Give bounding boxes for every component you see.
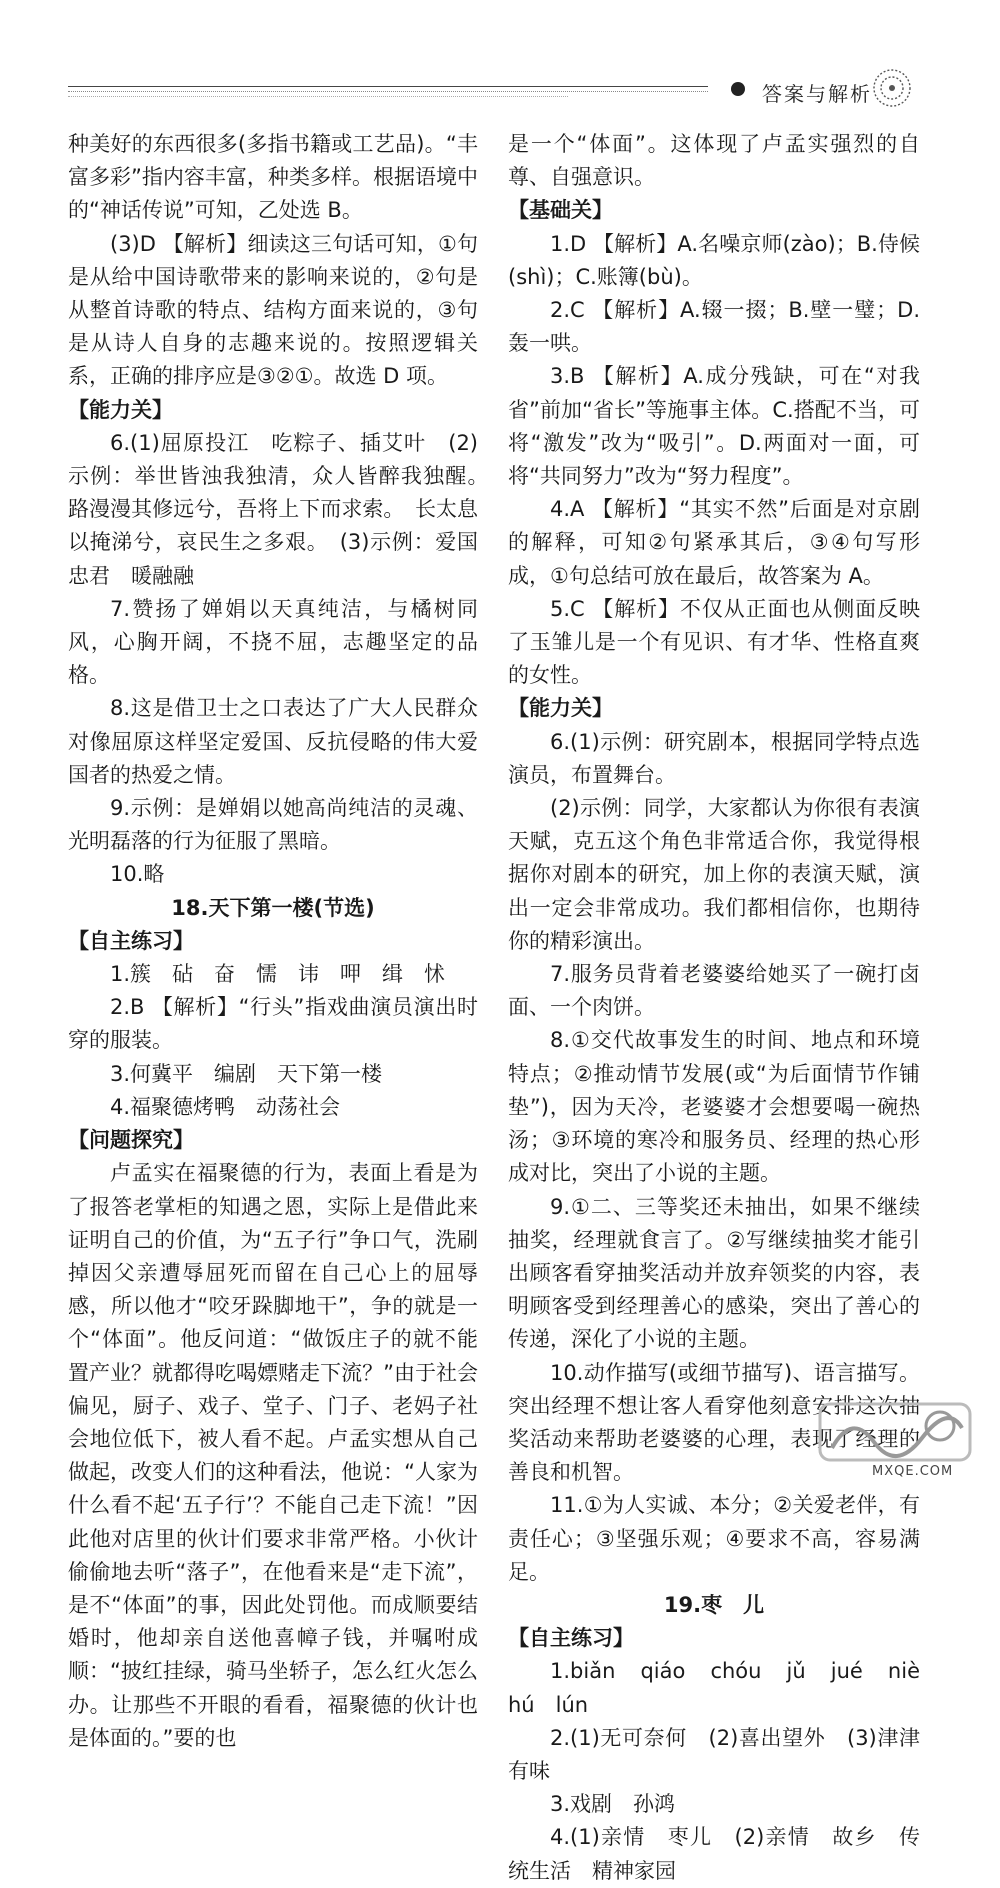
right-answer-paragraph: 2.C 【解析】A.辍一掇；B.壁一璧；D.轰一哄。 (508, 298, 920, 356)
left-answer-paragraph: 3.何冀平 编剧 天下第一楼 (110, 1061, 383, 1086)
right-answer-paragraph: 10.动作描写(或细节描写)、语言描写。突出经理不想让客人看穿他刻意安排这次抽奖活动来帮助老婆婆的心理，表现了经理的善良和机智。 (508, 1360, 920, 1485)
lesson-title: 19.枣 儿 (663, 1592, 765, 1617)
left-column (68, 128, 499, 1755)
section-heading: 【能力关】 (68, 397, 173, 422)
right-answer-paragraph: 1.biǎn qiáo chóu jǔ jué niè hú lún (508, 1659, 941, 1717)
left-answer-paragraph: 8.这是借卫士之口表达了广大人民群众对像屈原这样坚定爱国、反抗侵略的伟大爱国者的热爱之情。 (68, 696, 478, 787)
header-rule-dotted-short (68, 96, 568, 97)
header-rule-dotted (68, 91, 708, 92)
page-header (0, 0, 1000, 110)
section-heading: 【自主练习】 (68, 928, 194, 953)
right-answer-paragraph: 9.①二、三等奖还未抽出，如果不继续抽奖，经理就食言了。②写继续抽奖才能引出顾客看穿抽奖活动并放弃领奖的内容，表明顾客受到经理善心的感染，突出了善心的传递，深化了小说的主题。 (508, 1194, 920, 1352)
right-answer-paragraph: 1.D 【解析】A.名噪京师(zào)；B.侍候(shì)；C.账簿(bù)。 (508, 231, 920, 289)
left-answer-paragraph: 7.赞扬了婵娟以天真纯洁，与橘树同风，心胸开阔，不挠不屈，志趣坚定的品格。 (68, 596, 478, 688)
left-answer-paragraph: 卢孟实在福聚德的行为，表面上看是为了报答老掌柜的知遇之恩，实际上是借此来证明自己的价值，为“五子行”争口气，洗刷掉因父亲遭辱屈死而留在自己心上的屈辱感，所以他才“咬牙跺脚地干”，争的就是一个“体面”。他反问道：“做饭庄子的就不能置产业？就都得吃喝嫖赌走下流？”由于社会偏见，厨子、戏子、堂子、门子、老妈子社会地位低下，被人看不起。卢孟实想从自己做起，改变人们的这种看法，他说：“人家为什么看不起‘五子行’？不能自己走下流！”因此他对店里的伙计们要求非常严格。小伙计偷偷地去听“落子”，在他看来是“走下流”，是不“体面”的事，因此处罚他。而成顺要结婚时，他却亲自送他喜幛子钱，并嘱咐成顺：“披红挂绿，骑马坐轿子，怎么红火怎么办。让那些不开眼的看看，福聚德的伙计也是体面的。”要的也 (68, 1161, 478, 1750)
left-answer-paragraph: 4.福聚德烤鸭 动荡社会 (110, 1094, 341, 1119)
section-heading: 【自主练习】 (508, 1626, 634, 1651)
right-answer-paragraph: 4.(1)亲情 枣儿 (2)亲情 故乡 传统生活 精神家园 (508, 1825, 920, 1883)
right-answer-paragraph: 11.①为人实诚、本分；②关爱老伴，有责任心；③坚强乐观；④要求不高，容易满足。 (508, 1493, 920, 1584)
right-answer-paragraph: 8.①交代故事发生的时间、地点和环境特点；②推动情节发展(或“为后面情节作铺垫”)，因为天冷，老婆婆才会想要喝一碗热汤；③环境的寒冷和服务员、经理的热心形成对比，突出了小说的主题。 (508, 1028, 920, 1186)
header-rule (68, 86, 708, 87)
header-bullet-icon (731, 82, 745, 96)
header-ornament-icon (868, 66, 916, 110)
right-answer-paragraph: 3.B 【解析】A.成分残缺，可在“对我省”前加“省长”等施事主体。C.搭配不当，可将“激发”改为“吸引”。D.两面对一面，可将“共同努力”改为“努力程度”。 (508, 364, 920, 489)
left-continued-paragraph: 种美好的东西很多(多指书籍或工艺品)。“丰富多彩”指内容丰富，种类多样。根据语境中的“神话传说”可知，乙处选 B。 (68, 132, 478, 223)
left-answer-paragraph: (3)D 【解析】细读这三句话可知，①句是从给中国诗歌带来的影响来说的，②句是从整首诗歌的特点、结构方面来说的，③句是从诗人自身的志趣来说的。按照逻辑关系，正确的排序应是③②①。故选 D 项。 (68, 231, 478, 389)
right-answer-paragraph: 6.(1)示例：研究剧本，根据同学特点选演员，布置舞台。 (508, 729, 920, 787)
right-answer-paragraph: 2.(1)无可奈何 (2)喜出望外 (3)津津有味 (508, 1725, 920, 1783)
left-answer-paragraph: 2.B 【解析】“行头”指戏曲演员演出时穿的服装。 (68, 995, 478, 1053)
right-answer-paragraph: 5.C 【解析】不仅从正面也从侧面反映了玉雏儿是一个有见识、有才华、性格直爽的女性。 (508, 596, 920, 688)
lesson-title: 18.天下第一楼(节选) (171, 895, 375, 920)
watermark-text: MXQE.COM (872, 1464, 954, 1479)
left-answer-paragraph: 1.簇 砧 奋 懦 讳 呷 缉 怵 (110, 962, 446, 987)
header-title: 答案与解析 (762, 82, 872, 106)
section-heading: 【能力关】 (508, 696, 613, 721)
section-heading: 【问题探究】 (68, 1128, 194, 1153)
right-answer-paragraph: 7.服务员背着老婆婆给她买了一碗打卤面、一个肉饼。 (508, 962, 920, 1020)
section-heading: 【基础关】 (508, 198, 613, 223)
right-answer-paragraph: 3.戏剧 孙鸿 (550, 1792, 676, 1817)
right-answer-paragraph: 4.A 【解析】“其实不然”后面是对京剧的解释，可知②句紧承其后，③④句写形成，①句总结可放在最后，故答案为 A。 (508, 497, 920, 588)
right-column (508, 128, 941, 1888)
left-answer-paragraph: 9.示例：是婵娟以她高尚纯洁的灵魂、光明磊落的行为征服了黑暗。 (68, 796, 478, 854)
left-answer-paragraph: 6.(1)屈原投江 吃粽子、插艾叶 (2)示例：举世皆浊我独清，众人皆醉我独醒。 路漫漫其修远兮，吾将上下而求索。 长太息以掩涕兮，哀民生之多艰。 (3)示例：爱国忠君 暖融融 (68, 430, 499, 588)
left-answer-paragraph: 10.略 (110, 862, 165, 887)
right-answer-paragraph: (2)示例：同学，大家都认为你很有表演天赋，克五这个角色非常适合你，我觉得根据你对剧本的研究，加上你的表演天赋，演出一定会非常成功。我们都相信你，也期待你的精彩演出。 (508, 796, 920, 953)
right-continued-paragraph: 是一个“体面”。这体现了卢孟实强烈的自尊、自强意识。 (508, 132, 920, 190)
